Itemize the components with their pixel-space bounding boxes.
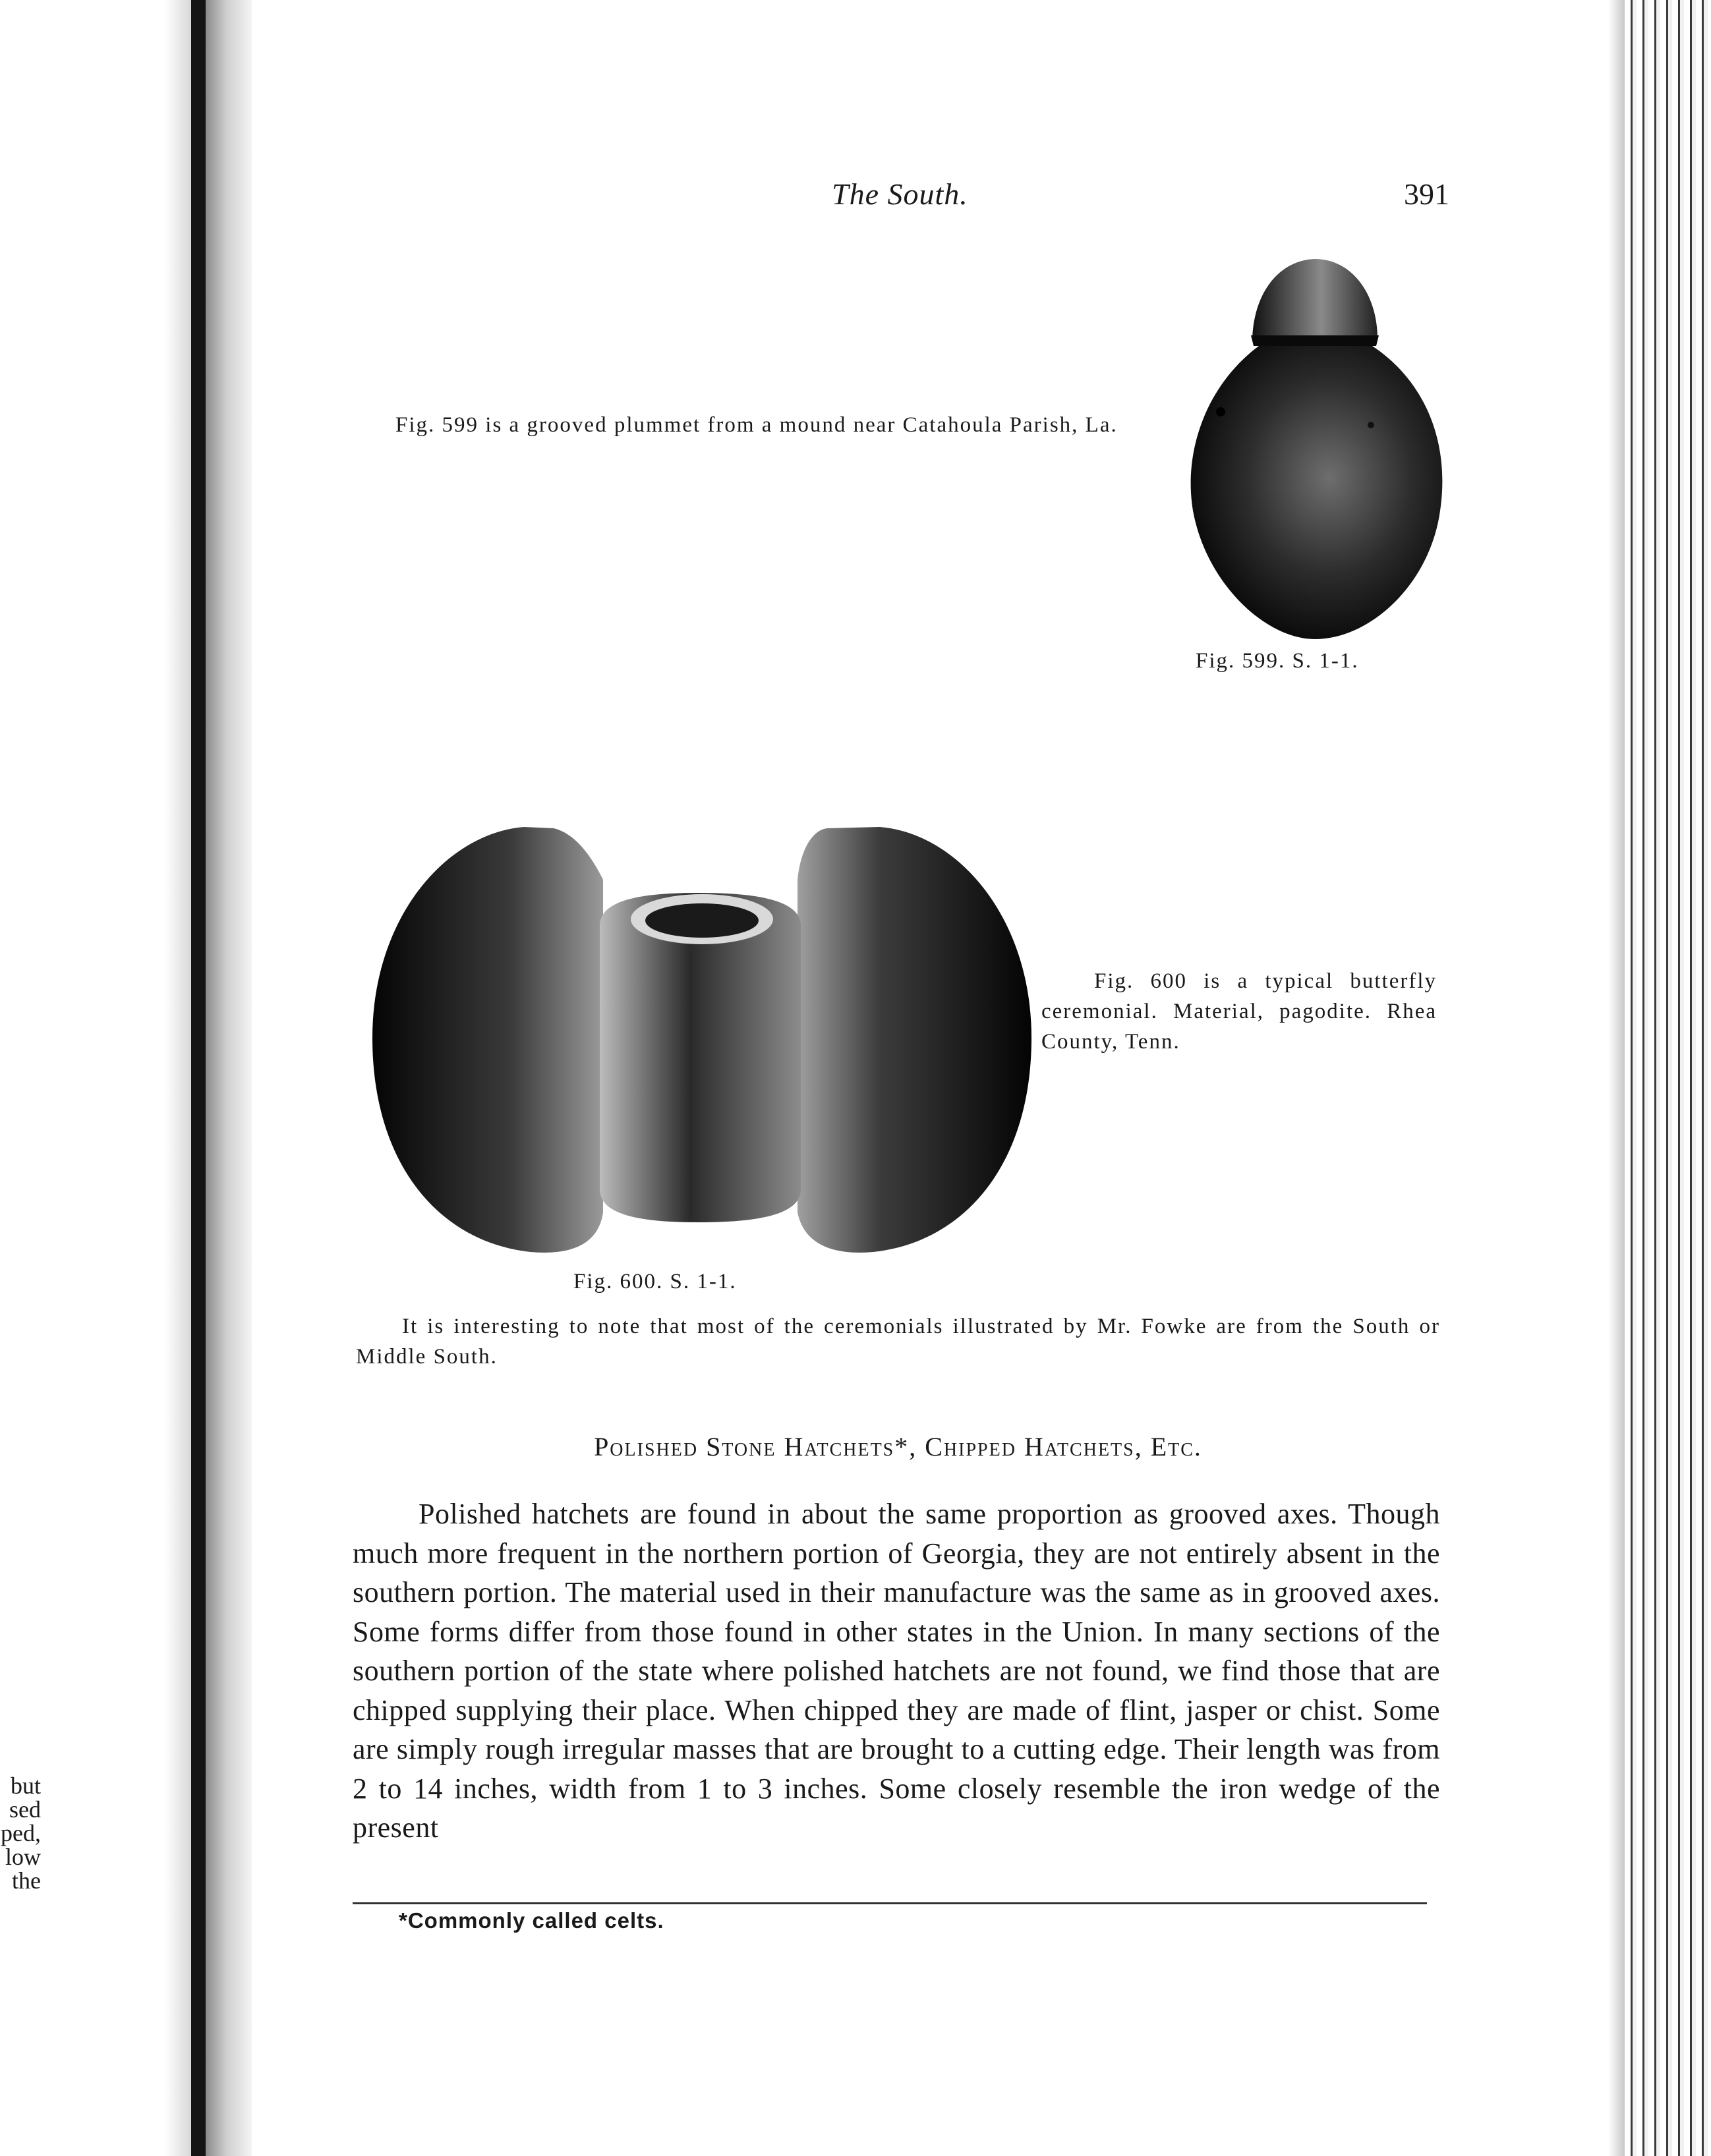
fragment-line: low xyxy=(5,1844,41,1870)
figure-599-label: Fig. 599. S. 1-1. xyxy=(1196,649,1359,673)
running-title: The South. xyxy=(832,177,968,211)
figure-599-description: Fig. 599 is a grooved plummet from a mound near Catahoula Parish, La. xyxy=(395,413,1118,437)
figure-600-label: Fig. 600. S. 1-1. xyxy=(573,1270,737,1293)
facing-page-fragments xyxy=(0,1774,41,1906)
body-paragraph: Polished hatchets are found in about the same proportion as grooved axes. Though much more frequent in the northern portion of Georgia, they are not entirely absent in the southern portion. The material used in their manufacture was the same as in grooved axes. Some forms differ from those found in other states in the Union. In many sections of the southern portion of the state where polished hatchets are not found, we find those that are chipped supplying their place. When chipped they are made of flint, jasper or chist. Some are simply rough irregular masses that are brought to a cutting edge. Their length was from 2 to 14 inches, width from 1 to 3 inches. Some closely resemble the iron wedge of the present xyxy=(353,1498,1440,1844)
figure-600-description: Fig. 600 is a typical butterfly ceremonial. Material, pagodite. Rhea County, Tenn. xyxy=(1041,969,1437,1054)
page-edges xyxy=(1625,0,1711,2156)
fragment-line: but xyxy=(10,1774,41,1799)
note-paragraph: It is interesting to note that most of the ceremonials illustrated by Mr. Fowke are from the South or Middle South. xyxy=(356,1315,1440,1369)
butterfly-ceremonial-illustration xyxy=(366,820,1038,1262)
section-heading: Polished Stone Hatchets*, Chipped Hatchets, Etc. xyxy=(594,1432,1202,1461)
fragment-line: sed xyxy=(9,1796,41,1823)
page-number: 391 xyxy=(1404,177,1449,211)
footnote: *Commonly called celts. xyxy=(399,1908,664,1933)
grooved-plummet-illustration xyxy=(1180,254,1450,642)
footnote-rule xyxy=(353,1902,1427,1904)
gutter-shadow xyxy=(165,0,191,2156)
gutter-gradient xyxy=(206,0,252,2156)
book-gutter xyxy=(191,0,206,2156)
fragment-line: ped, xyxy=(1,1820,41,1846)
fragment-line: the xyxy=(12,1867,41,1894)
